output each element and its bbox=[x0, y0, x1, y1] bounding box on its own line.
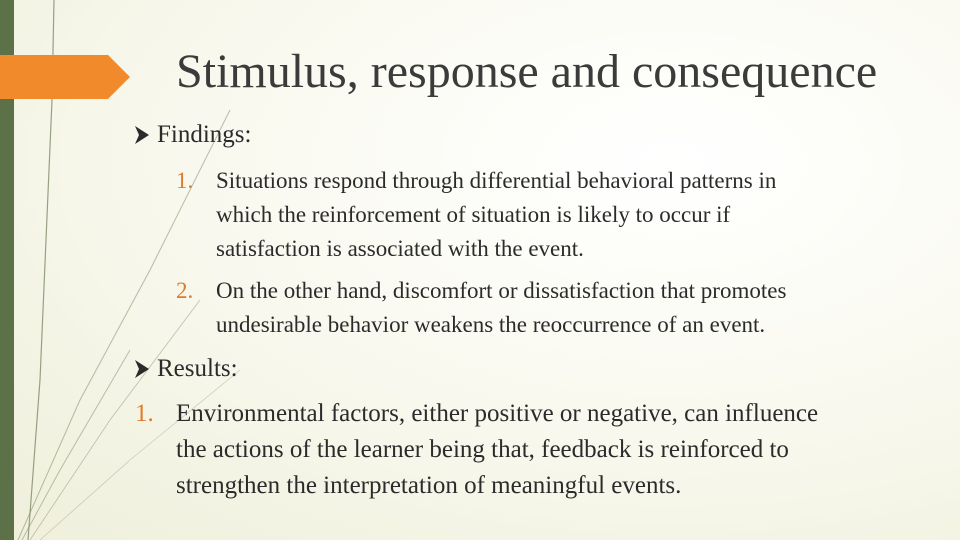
list-item bbox=[176, 164, 936, 268]
item-number: 2. bbox=[176, 278, 194, 303]
bullet-results bbox=[135, 354, 238, 384]
list-item bbox=[135, 396, 950, 506]
item-line: undesirable behavior weakens the reoccurrence of an event. bbox=[216, 312, 766, 337]
item-line: which the reinforcement of situation is likely to occur if bbox=[216, 202, 731, 227]
item-line: On the other hand, discomfort or dissatisfaction that promotes bbox=[216, 278, 787, 303]
arrow-bullet-icon bbox=[135, 356, 149, 374]
list-item bbox=[176, 274, 936, 344]
item-number: 1. bbox=[176, 168, 194, 193]
item-line: satisfaction is associated with the event. bbox=[216, 236, 584, 261]
item-line: the actions of the learner being that, feedback is reinforced to bbox=[176, 436, 789, 463]
arrow-bullet-icon bbox=[135, 122, 149, 140]
item-line: Environmental factors, either positive or negative, can influence bbox=[176, 400, 819, 427]
slide-title: Stimulus, response and consequence bbox=[176, 45, 878, 98]
bullet-findings bbox=[135, 120, 251, 150]
section-heading: Results: bbox=[157, 355, 238, 382]
item-line: strengthen the interpretation of meaningful events. bbox=[176, 472, 682, 499]
item-number: 1. bbox=[135, 400, 154, 427]
item-line: Situations respond through differential behavioral patterns in bbox=[216, 168, 777, 193]
section-heading: Findings: bbox=[157, 121, 252, 148]
